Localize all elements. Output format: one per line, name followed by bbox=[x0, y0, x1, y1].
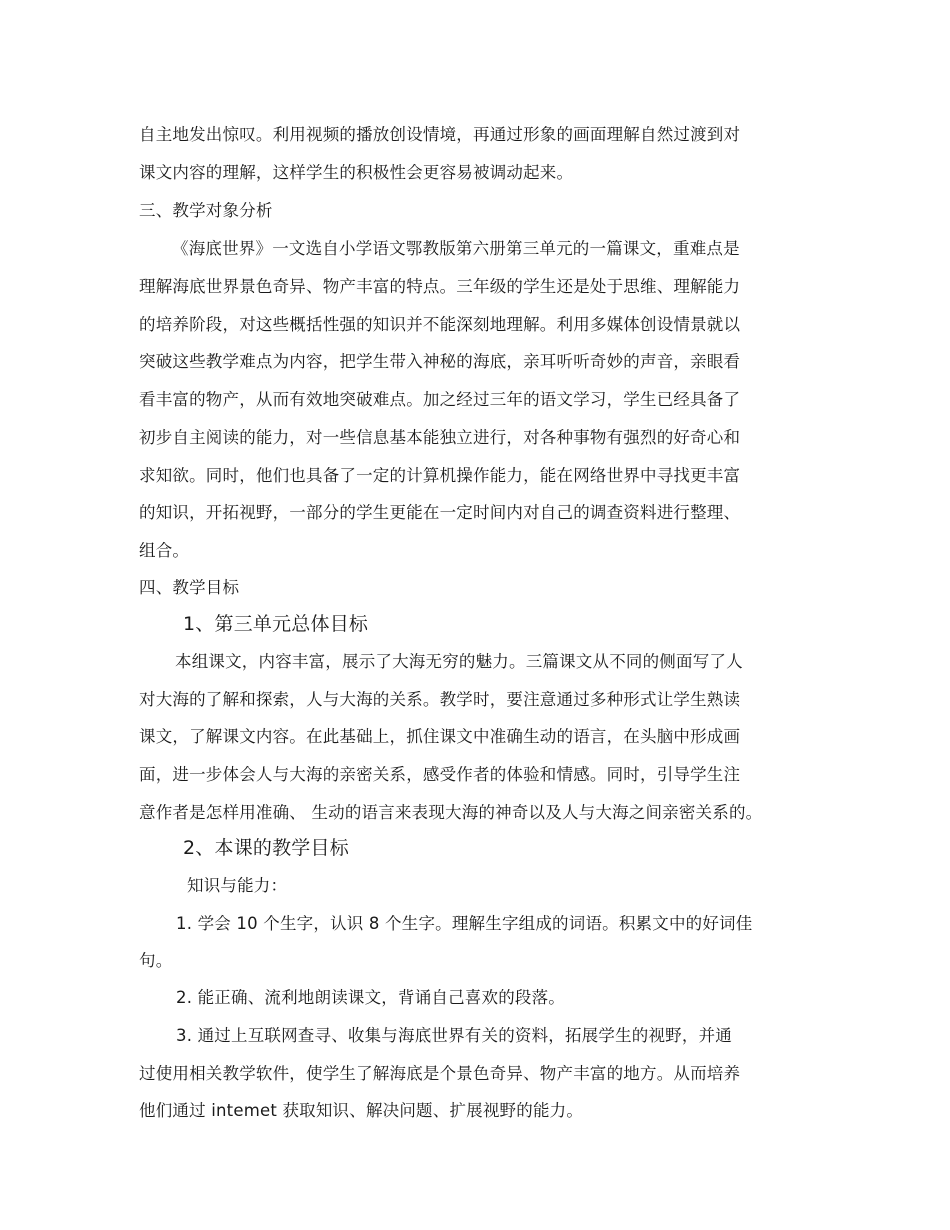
paragraph-line: 句。 bbox=[139, 951, 173, 970]
paragraph-line: 的知识，开拓视野，一部分的学生更能在一定时间内对自己的调查资料进行整理、 bbox=[139, 503, 741, 522]
paragraph-line: 的培养阶段，对这些概括性强的知识并不能深刻地理解。利用多媒体创设情景就以 bbox=[139, 315, 741, 334]
section-heading-3: 三、教学对象分析 bbox=[139, 201, 273, 220]
paragraph-line: 面，进一步体会人与大海的亲密关系，感受作者的体验和情感。同时，引导学生注 bbox=[139, 765, 741, 784]
list-item-3: 3. 通过上互联网查寻、收集与海底世界有关的资料，拓展学生的视野，并通 bbox=[176, 1026, 732, 1045]
paragraph-line: 课文内容的理解，这样学生的积极性会更容易被调动起来。 bbox=[139, 163, 574, 182]
paragraph-line: 本组课文，内容丰富，展示了大海无穷的魅力。三篇课文从不同的侧面写了人 bbox=[175, 652, 743, 671]
paragraph-line: 初步自主阅读的能力，对一些信息基本能独立进行，对各种事物有强烈的好奇心和 bbox=[139, 428, 741, 447]
section-heading-4: 四、教学目标 bbox=[139, 578, 240, 597]
paragraph-line: 看丰富的物产，从而有效地突破难点。加之经过三年的语文学习，学生已经具备了 bbox=[139, 390, 741, 409]
label-knowledge-ability: 知识与能力： bbox=[187, 876, 288, 895]
paragraph-line: 过使用相关教学软件，使学生了解海底是个景色奇异、物产丰富的地方。从而培养 bbox=[139, 1064, 741, 1083]
paragraph-line: 突破这些教学难点为内容，把学生带入神秘的海底，亲耳听听奇妙的声音，亲眼看 bbox=[139, 352, 741, 371]
paragraph-line: 对大海的了解和探索，人与大海的关系。教学时，要注意通过多种形式让学生熟读 bbox=[139, 690, 741, 709]
paragraph-line: 组合。 bbox=[139, 541, 190, 560]
paragraph-line: 他们通过 intemet 获取知识、解决问题、扩展视野的能力。 bbox=[139, 1101, 584, 1120]
paragraph-line: 《海底世界》一文选自小学语文鄂教版第六册第三单元的一篇课文，重难点是 bbox=[172, 239, 740, 258]
subheading-lesson-goals: 2、本课的教学目标 bbox=[183, 837, 349, 859]
list-item-1: 1. 学会 10 个生字，认识 8 个生字。理解生字组成的词语。积累文中的好词佳 bbox=[176, 914, 753, 933]
paragraph-line: 理解海底世界景色奇异、物产丰富的特点。三年级的学生还是处于思维、理解能力 bbox=[139, 277, 741, 296]
list-item-2: 2. 能正确、流利地朗读课文，背诵自己喜欢的段落。 bbox=[176, 988, 565, 1007]
paragraph-line: 自主地发出惊叹。利用视频的播放创设情境，再通过形象的画面理解自然过渡到对 bbox=[139, 125, 741, 144]
paragraph-line: 求知欲。同时，他们也具备了一定的计算机操作能力，能在网络世界中寻找更丰富 bbox=[139, 466, 741, 485]
subheading-unit-goals: 1、第三单元总体目标 bbox=[183, 613, 369, 635]
paragraph-line: 意作者是怎样用准确、 生动的语言来表现大海的神奇以及人与大海之间亲密关系的。 bbox=[139, 803, 763, 822]
paragraph-line: 课文，了解课文内容。在此基础上，抓住课文中准确生动的语言，在头脑中形成画 bbox=[139, 727, 741, 746]
